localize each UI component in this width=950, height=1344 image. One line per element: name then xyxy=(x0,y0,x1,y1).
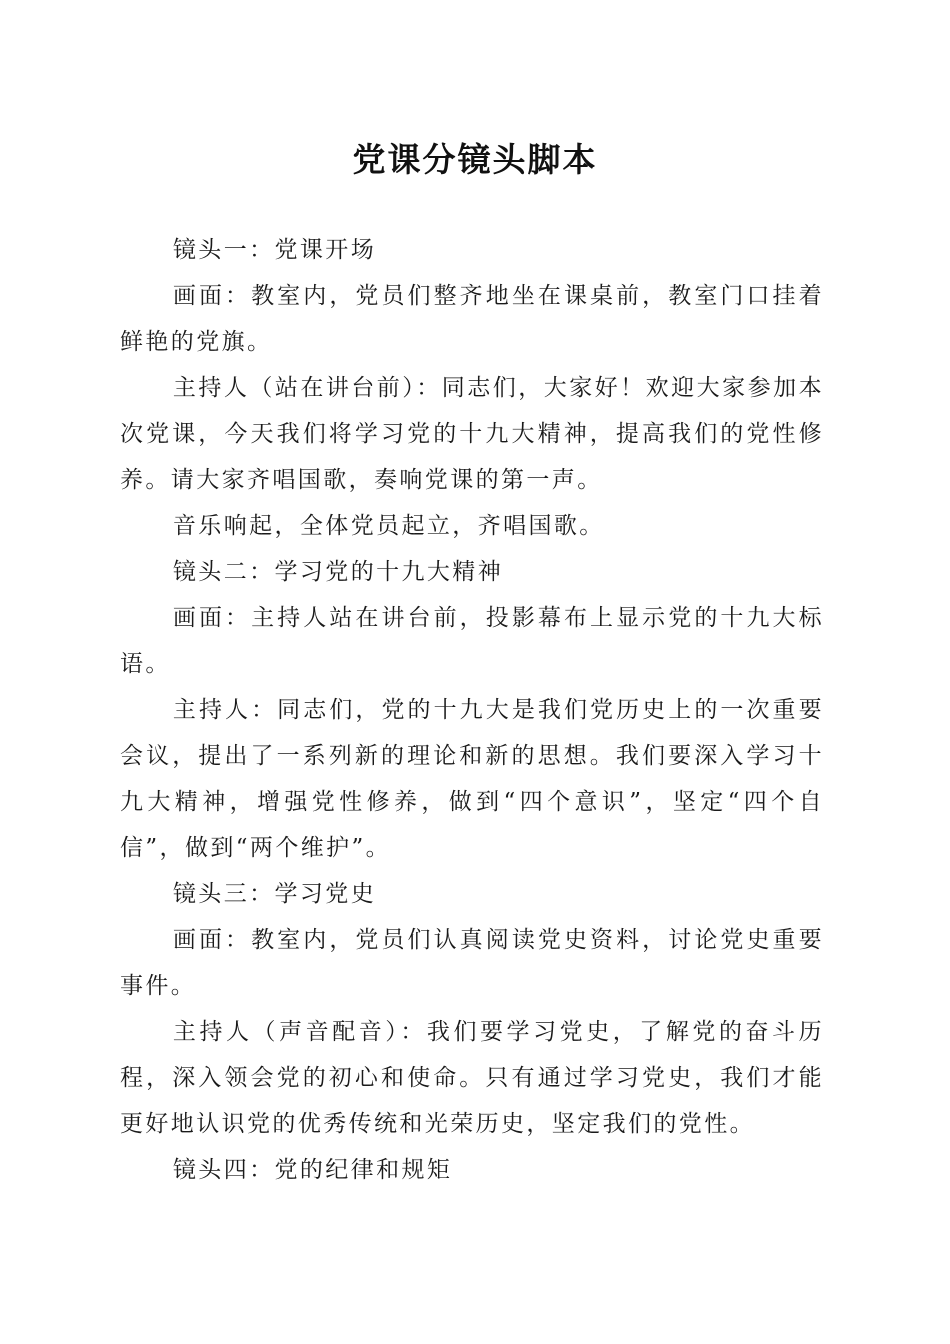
paragraph-shot-1-scene: 画面：教室内，党员们整齐地坐在课桌前，教室门口挂着鲜艳的党旗。 xyxy=(120,283,824,355)
paragraph-shot-4-heading: 镜头四：党的纪律和规矩 xyxy=(172,1157,453,1183)
paragraph-shot-1-heading: 镜头一：党课开场 xyxy=(172,237,377,263)
paragraph-shot-1-host: 主持人（站在讲台前）：同志们，大家好！欢迎大家参加本次党课，今天我们将学习党的十九大精神，提高我们的党性修养。请大家齐唱国歌，奏响党课的第一声。 xyxy=(120,375,824,493)
document-title: 党课分镜头脚本 xyxy=(352,140,598,179)
paragraph-shot-2-heading: 镜头二：学习党的十九大精神 xyxy=(172,559,504,585)
document-body xyxy=(120,227,824,1193)
paragraph-shot-3-host: 主持人（声音配音）：我们要学习党史，了解党的奋斗历程，深入领会党的初心和使命。只有通过学习党史，我们才能更好地认识党的优秀传统和光荣历史，坚定我们的党性。 xyxy=(120,1019,824,1137)
paragraph-shot-2-scene: 画面：主持人站在讲台前，投影幕布上显示党的十九大标语。 xyxy=(120,605,824,677)
paragraph-shot-1-music: 音乐响起，全体党员起立，齐唱国歌。 xyxy=(172,513,605,539)
paragraph-shot-3-scene: 画面：教室内，党员们认真阅读党史资料，讨论党史重要事件。 xyxy=(120,927,824,999)
paragraph-shot-2-host: 主持人：同志们，党的十九大是我们党历史上的一次重要会议，提出了一系列新的理论和新的思想。我们要深入学习十九大精神，增强党性修养，做到“四个意识”，坚定“四个自信”，做到“两个维护”。 xyxy=(120,697,824,861)
paragraph-shot-3-heading: 镜头三：学习党史 xyxy=(172,881,377,907)
